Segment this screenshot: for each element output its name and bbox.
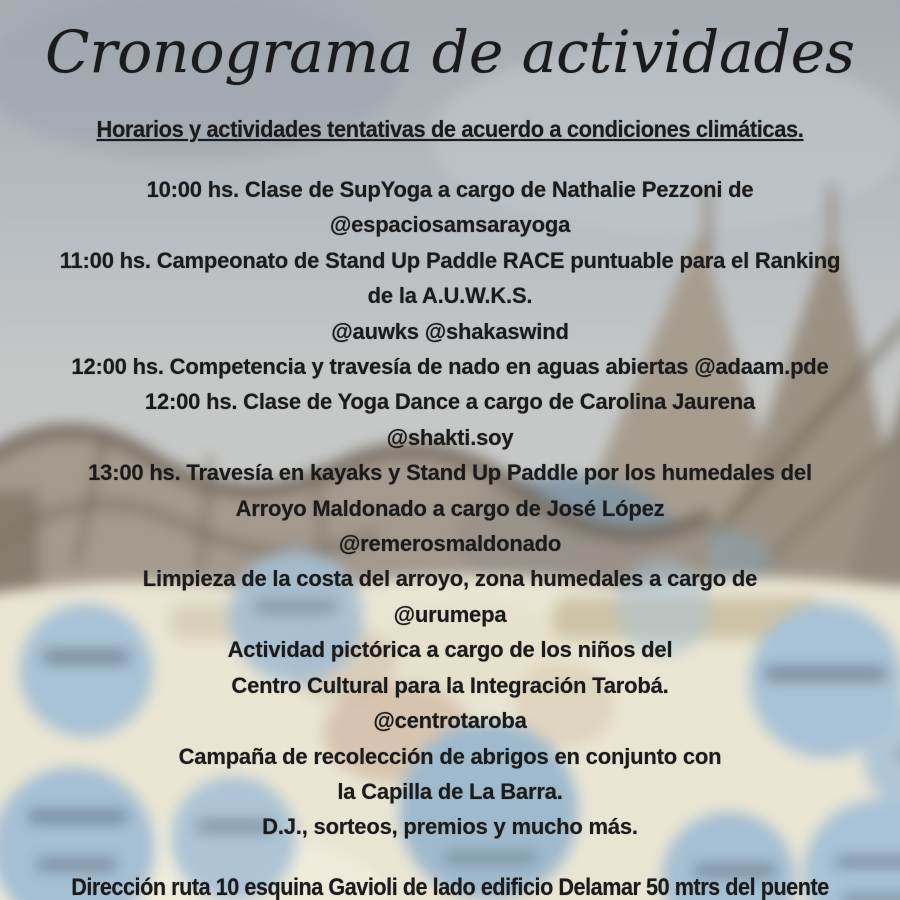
schedule-line: 10:00 hs. Clase de SupYoga a cargo de Nathalie Pezzoni de — [146, 177, 754, 202]
schedule-line: la Capilla de La Barra. — [337, 778, 563, 804]
schedule-line: Centro Cultural para la Integración Tarobá. — [231, 672, 669, 698]
schedule-line: @urumepa — [393, 601, 507, 627]
schedule-line: @espaciosamsarayoga — [329, 212, 571, 238]
schedule-line: @shakti.soy — [386, 424, 514, 450]
schedule-line: 12:00 hs. Clase de Yoga Dance a cargo de Carolina Jaurena — [144, 389, 756, 415]
schedule-line: @remerosmaldonado — [338, 531, 562, 557]
schedule-line: de la A.U.W.K.S. — [367, 283, 533, 309]
schedule-line: Limpieza de la costa del arroyo, zona humedales a cargo de — [142, 566, 758, 592]
schedule-list — [0, 172, 900, 845]
schedule-line: 11:00 hs. Campeonato de Stand Up Paddle RACE puntuable para el Ranking — [59, 247, 841, 273]
schedule-line: D.J., sorteos, premios y mucho más. — [262, 814, 638, 840]
schedule-line: Actividad pictórica a cargo de los niños del — [227, 637, 673, 663]
schedule-line: 13:00 hs. Travesía en kayaks y Stand Up Paddle por los humedales del — [88, 460, 812, 486]
address-line: Dirección ruta 10 esquina Gavioli de lado edificio Delamar 50 mtrs del puente — [71, 874, 829, 900]
poster-subtitle: Horarios y actividades tentativas de acuerdo a condiciones climáticas. — [96, 116, 804, 142]
schedule-line: @auwks @shakaswind — [331, 318, 569, 344]
schedule-line: Arroyo Maldonado a cargo de José López — [235, 495, 665, 521]
schedule-line: Campaña de recolección de abrigos en conjunto con — [178, 743, 722, 769]
schedule-line: 12:00 hs. Competencia y travesía de nado en aguas abiertas @adaam.pde — [71, 354, 829, 380]
schedule-line: @centrotaroba — [373, 708, 527, 734]
poster-title: Cronograma de actividades — [45, 18, 855, 86]
